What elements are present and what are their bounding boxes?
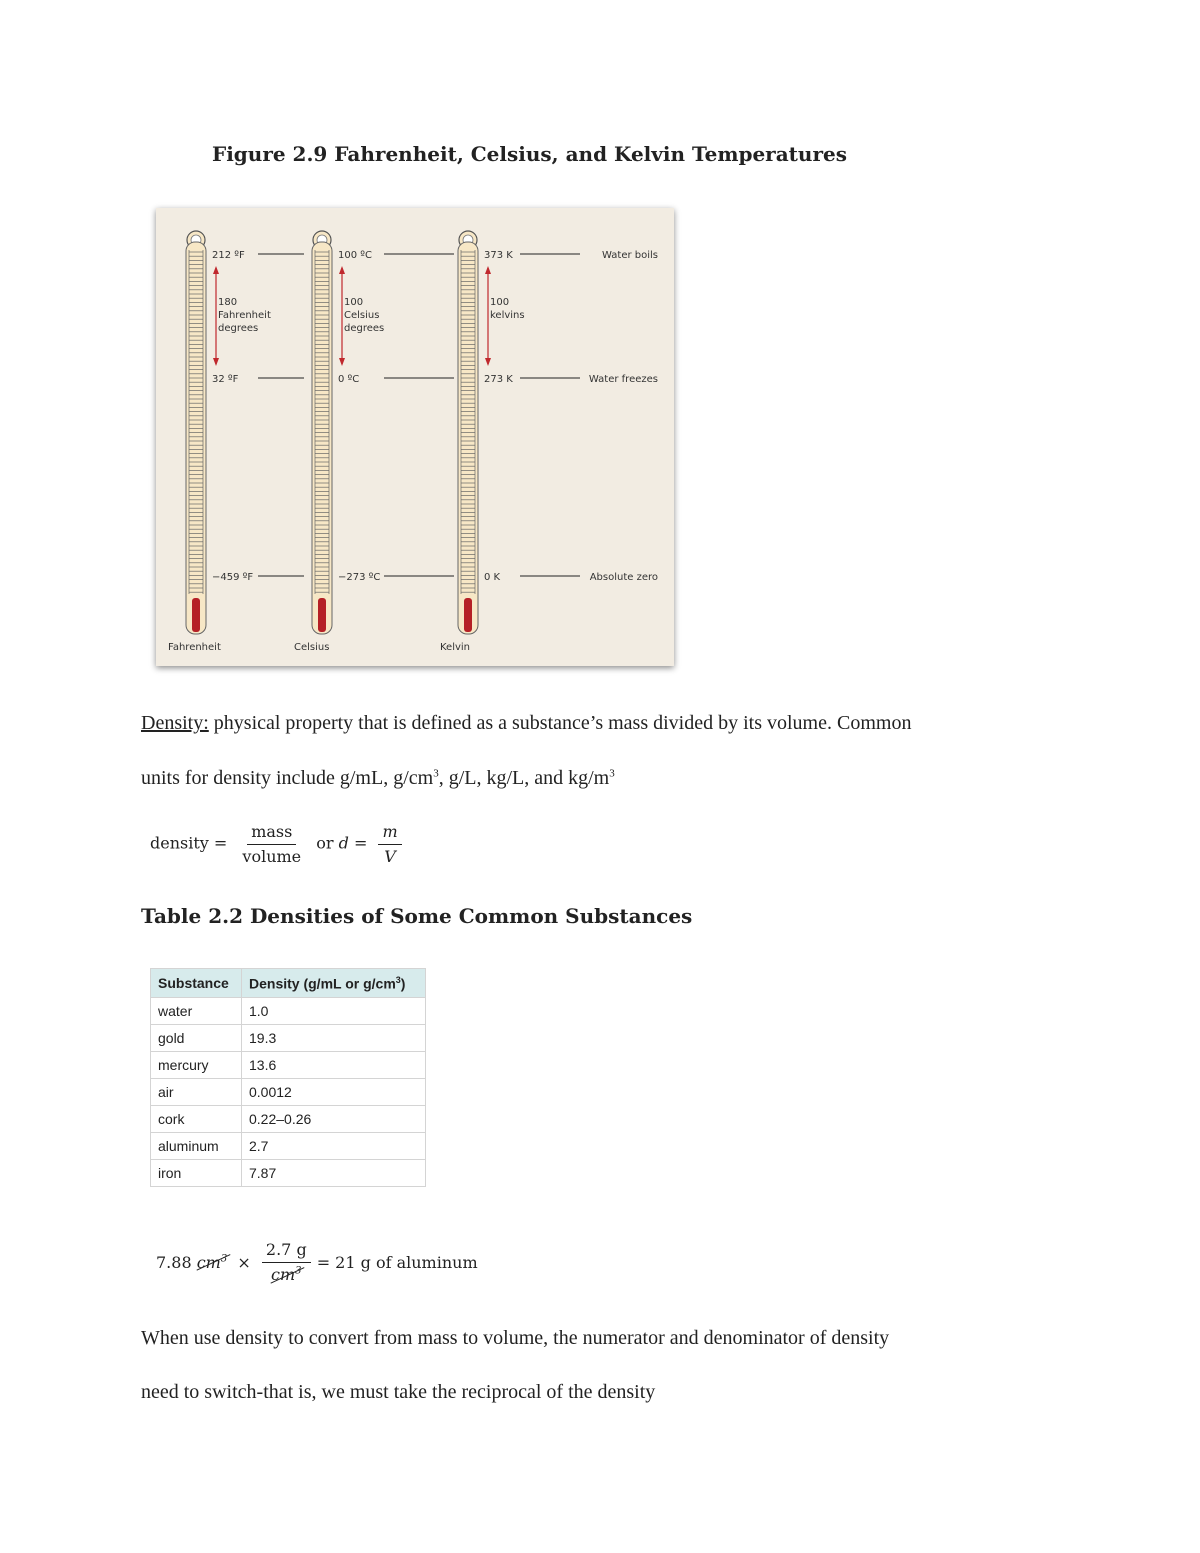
density-cell: 0.0012 <box>242 1079 426 1106</box>
calc-fraction <box>262 1240 311 1284</box>
label-absolute-zero: −273 ºC <box>338 572 381 583</box>
span-label: 100 <box>490 297 510 308</box>
table-row <box>151 1052 426 1079</box>
arrow-head-down <box>339 358 345 366</box>
fraction-denominator: volume <box>242 847 302 866</box>
density-term: Density: <box>141 712 209 734</box>
substance-cell: air <box>151 1079 242 1106</box>
substance-cell: water <box>151 998 242 1025</box>
span-label: Celsius <box>344 310 380 321</box>
fraction-m: m <box>378 822 401 845</box>
thermometer-name: Celsius <box>294 642 330 653</box>
thermometer-figure <box>156 208 674 666</box>
mass-volume-fraction <box>238 822 305 866</box>
header-substance: Substance <box>151 969 242 998</box>
calc-cancelled-unit: $cm^3$ <box>196 1252 228 1272</box>
calc-numerator: 2.7 g <box>262 1240 311 1263</box>
formula-d: d <box>338 833 349 853</box>
calc-denominator: $cm^3$ <box>271 1265 302 1284</box>
event-absolute-zero: Absolute zero <box>589 572 658 583</box>
units-sup-2: 3 <box>609 767 615 780</box>
thermometer-name: Kelvin <box>440 642 471 653</box>
substance-cell: aluminum <box>151 1133 242 1160</box>
units-text: units for density include g/mL, g/cm <box>141 767 434 789</box>
header-density: Density (g/mL or $g/cm^3$) <box>242 969 426 998</box>
density-units <box>141 767 615 790</box>
density-definition-text: physical property that is defined as a substance’s mass divided by its volume. Common <box>208 712 912 734</box>
closing-line-1: When use density to convert from mass to volume, the numerator and denominator of density <box>141 1327 890 1349</box>
mercury-bulb <box>192 598 200 632</box>
label-freezing: 273 K <box>484 374 513 385</box>
event-water-freezes: Water freezes <box>588 374 658 385</box>
label-boiling: 100 ºC <box>338 250 372 261</box>
span-label: degrees <box>344 323 385 334</box>
table-row <box>151 1025 426 1052</box>
table-row <box>151 998 426 1025</box>
table-row <box>151 1079 426 1106</box>
table-row <box>151 1160 426 1187</box>
substance-cell: iron <box>151 1160 242 1187</box>
density-definition <box>141 712 911 735</box>
arrow-head-down <box>485 358 491 366</box>
span-label: 100 <box>344 297 364 308</box>
substance-cell: gold <box>151 1025 242 1052</box>
span-label: Fahrenheit <box>218 310 271 321</box>
thermometer-diagram <box>156 208 674 666</box>
label-absolute-zero: 0 K <box>484 572 501 583</box>
span-label: kelvins <box>490 310 525 321</box>
span-label: degrees <box>218 323 259 334</box>
table-title: Table 2.2 Densities of Some Common Substances <box>141 904 693 928</box>
substance-cell: cork <box>151 1106 242 1133</box>
arrow-head-down <box>213 358 219 366</box>
fraction-v: V <box>384 847 396 866</box>
density-cell: 19.3 <box>242 1025 426 1052</box>
thermometer-name: Fahrenheit <box>168 642 221 653</box>
units-text-2: , g/L, kg/L, and kg/m <box>438 767 610 789</box>
m-v-fraction <box>378 822 401 866</box>
label-freezing: 0 ºC <box>338 374 360 385</box>
formula-or: or <box>316 833 334 853</box>
calc-value: 7.88 <box>156 1252 192 1272</box>
label-boiling: 212 ºF <box>212 250 245 261</box>
label-boiling: 373 K <box>484 250 513 261</box>
figure-title: Figure 2.9 Fahrenheit, Celsius, and Kelvin Temperatures <box>212 142 847 166</box>
arrow-head-up <box>339 266 345 274</box>
arrow-head-up <box>485 266 491 274</box>
mercury-bulb <box>318 598 326 632</box>
fraction-numerator: mass <box>247 822 296 845</box>
mercury-bulb <box>464 598 472 632</box>
calc-times: × <box>237 1252 251 1272</box>
formula-eq: = <box>353 833 368 853</box>
formula-lhs: density = <box>150 833 228 853</box>
arrow-head-up <box>213 266 219 274</box>
table-row <box>151 1106 426 1133</box>
substance-cell: mercury <box>151 1052 242 1079</box>
aluminum-calculation <box>156 1234 478 1290</box>
units-sup-1: 3 <box>433 767 439 780</box>
density-cell: 0.22–0.26 <box>242 1106 426 1133</box>
density-cell: 13.6 <box>242 1052 426 1079</box>
closing-line-2: need to switch-that is, we must take the reciprocal of the density <box>141 1381 656 1403</box>
table-header-row <box>151 969 426 998</box>
density-table <box>150 968 426 1187</box>
density-cell: 7.87 <box>242 1160 426 1187</box>
label-freezing: 32 ºF <box>212 374 239 385</box>
density-cell: 2.7 <box>242 1133 426 1160</box>
span-label: 180 <box>218 297 238 308</box>
event-water-boils: Water boils <box>602 250 658 261</box>
table-row <box>151 1133 426 1160</box>
label-absolute-zero: −459 ºF <box>212 572 254 583</box>
calc-result: = 21 g of aluminum <box>316 1252 478 1272</box>
density-formula <box>150 822 408 872</box>
density-cell: 1.0 <box>242 998 426 1025</box>
